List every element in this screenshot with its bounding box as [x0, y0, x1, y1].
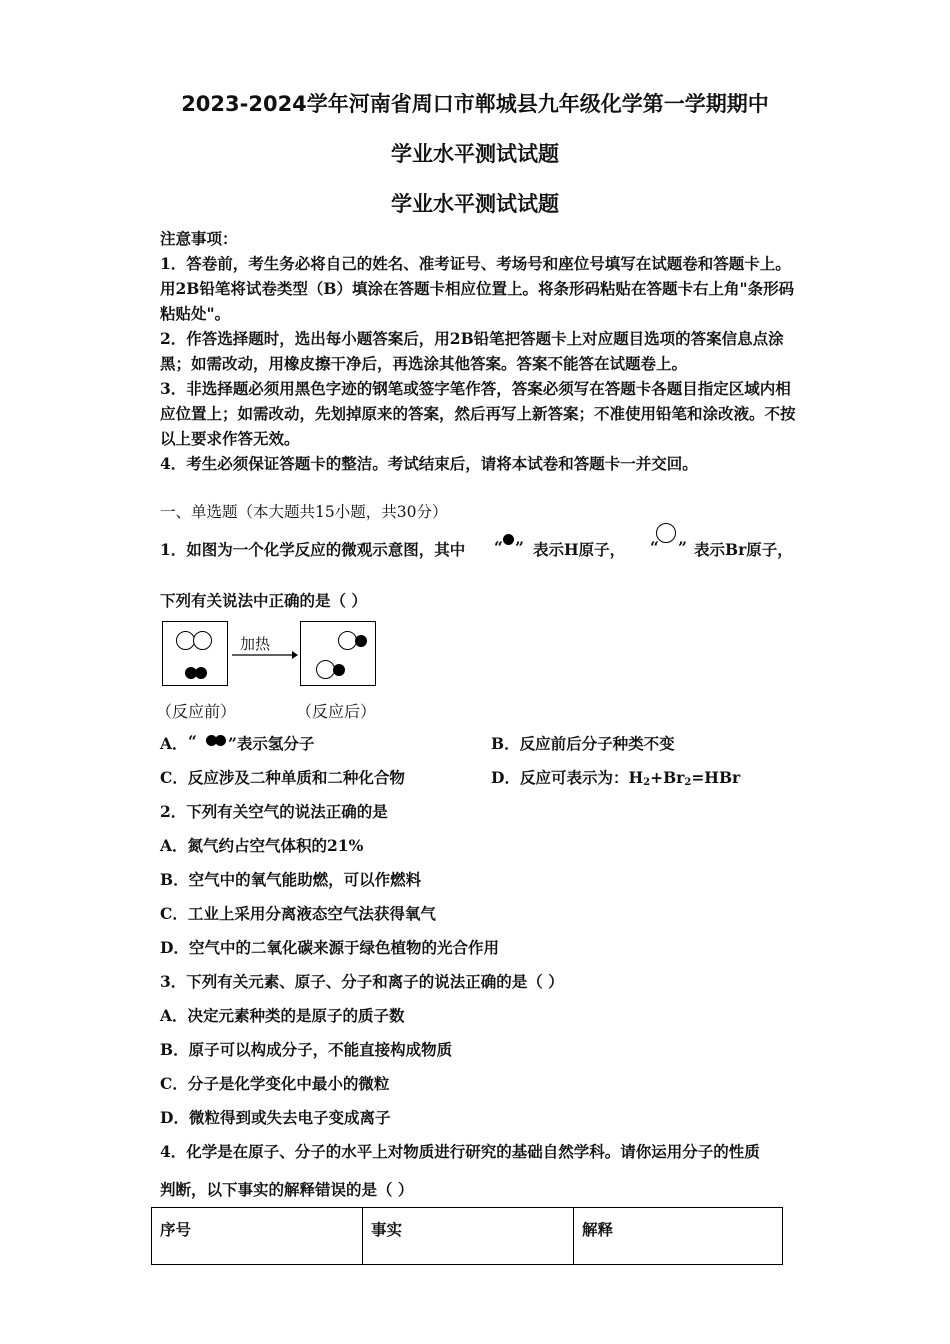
q4-table: [151, 1207, 783, 1265]
diagram-before-box: [162, 621, 228, 686]
caption-after: （反应后）: [296, 702, 377, 721]
q1-stem-line2: 下列有关说法中正确的是（ ）: [160, 591, 367, 610]
table-header-cell: 解释: [574, 1208, 783, 1265]
q1-stem-b: 表示H原子，: [533, 540, 626, 559]
q3-option-d: D．微粒得到或失去电子变成离子: [160, 1108, 391, 1127]
q1-option-a-quote: “: [188, 732, 197, 751]
page-title-line2: 学业水平测试试题: [391, 142, 559, 166]
q1-option-d: [491, 766, 740, 788]
page-title-line3: 学业水平测试试题: [391, 192, 559, 216]
notice-block: [160, 226, 800, 476]
section-heading: 一、单选题（本大题共15小题，共30分）: [160, 503, 448, 521]
table-header-cell: 序号: [152, 1208, 363, 1265]
q1-option-d-plus: +Br: [650, 768, 685, 787]
diagram-after-box: [300, 621, 376, 686]
h-atom-icon: [333, 664, 345, 676]
h-atom-icon: [503, 534, 514, 545]
q2-option-d: D．空气中的二氧化碳来源于绿色植物的光合作用: [160, 938, 499, 957]
table-row: [152, 1208, 783, 1265]
arrow-label: 加热: [240, 635, 271, 653]
notice-item: 3．非选择题必须用黑色字迹的钢笔或签字笔作答，答案必须写在答题卡各题目指定区域内相应位置上；如需改动，先划掉原来的答案，然后再写上新答案；不准使用铅笔和涂改液。不按以上要求作答无效。: [160, 379, 796, 448]
notice-item: 2．作答选择题时，选出每小题答案后，用2B铅笔把答题卡上对应题目选项的答案信息点涂黑；如需改动，用橡皮擦干净后，再选涂其他答案。答案不能答在试题卷上。: [160, 329, 784, 373]
q3-option-c: C．分子是化学变化中最小的微粒: [160, 1074, 390, 1093]
q2-option-a: A．氮气约占空气体积的21%: [160, 836, 364, 855]
q2-option-c: C．工业上采用分离液态空气法获得氧气: [160, 904, 436, 923]
q1-stem-c: 表示Br原子，: [694, 540, 793, 559]
q1-option-c: C．反应涉及二种单质和二种化合物: [160, 768, 405, 787]
q1-quote-open-2: “: [650, 538, 659, 557]
notice-item: 4．考生必须保证答题卡的整洁。考试结束后，请将本试卷和答题卡一并交回。: [160, 454, 698, 473]
q1-quote-open: “: [494, 538, 503, 557]
h-atom-icon: [215, 735, 226, 746]
br-atom-icon: [193, 631, 212, 650]
q3-stem: 3．下列有关元素、原子、分子和离子的说法正确的是（ ）: [160, 972, 564, 991]
table-header-cell: 事实: [363, 1208, 574, 1265]
q1-option-a-prefix: A．: [160, 734, 188, 753]
q1-quote-close-2: ”: [678, 538, 687, 557]
caption-before: （反应前）: [156, 702, 237, 721]
q1-option-a-suffix: ”表示氢分子: [228, 734, 315, 753]
reaction-arrow-icon: [230, 648, 300, 662]
q3-option-b: B．原子可以构成分子，不能直接构成物质: [160, 1040, 453, 1059]
q1-option-d-prefix: D．反应可表示为：: [491, 768, 629, 787]
q1-option-b: B．反应前后分子种类不变: [491, 734, 675, 753]
q1-stem-a: 1．如图为一个化学反应的微观示意图，其中: [160, 540, 466, 559]
notice-item: 1．答卷前，考生务必将自己的姓名、准考证号、考场号和座位号填写在试题卷和答题卡上。用2B铅笔将试卷类型（B）填涂在答题卡相应位置上。将条形码粘贴在答题卡右上角"条形码粘贴处"。: [160, 254, 795, 323]
q4-stem-line1: 4．化学是在原子、分子的水平上对物质进行研究的基础自然学科。请你运用分子的性质: [160, 1142, 760, 1161]
notice-heading: 注意事项：: [160, 229, 238, 248]
q1-option-d-sub1: 2: [643, 777, 651, 788]
q1-option-d-sub2: 2: [684, 777, 692, 788]
q3-option-a: A．决定元素种类的是原子的质子数: [160, 1006, 405, 1025]
h-atom-icon: [195, 667, 207, 679]
q4-stem-line2: 判断，以下事实的解释错误的是（ ）: [160, 1180, 414, 1199]
q1-option-d-end: =HBr: [691, 768, 741, 787]
page-title-line1: 2023-2024学年河南省周口市郸城县九年级化学第一学期期中: [181, 92, 769, 116]
q2-stem: 2．下列有关空气的说法正确的是: [160, 802, 388, 821]
q2-option-b: B．空气中的氧气能助燃，可以作燃料: [160, 870, 422, 889]
q1-option-d-h: H: [628, 768, 644, 787]
br-atom-icon: [656, 523, 676, 543]
h-atom-icon: [355, 635, 367, 647]
q1-quote-close: ”: [515, 538, 524, 557]
